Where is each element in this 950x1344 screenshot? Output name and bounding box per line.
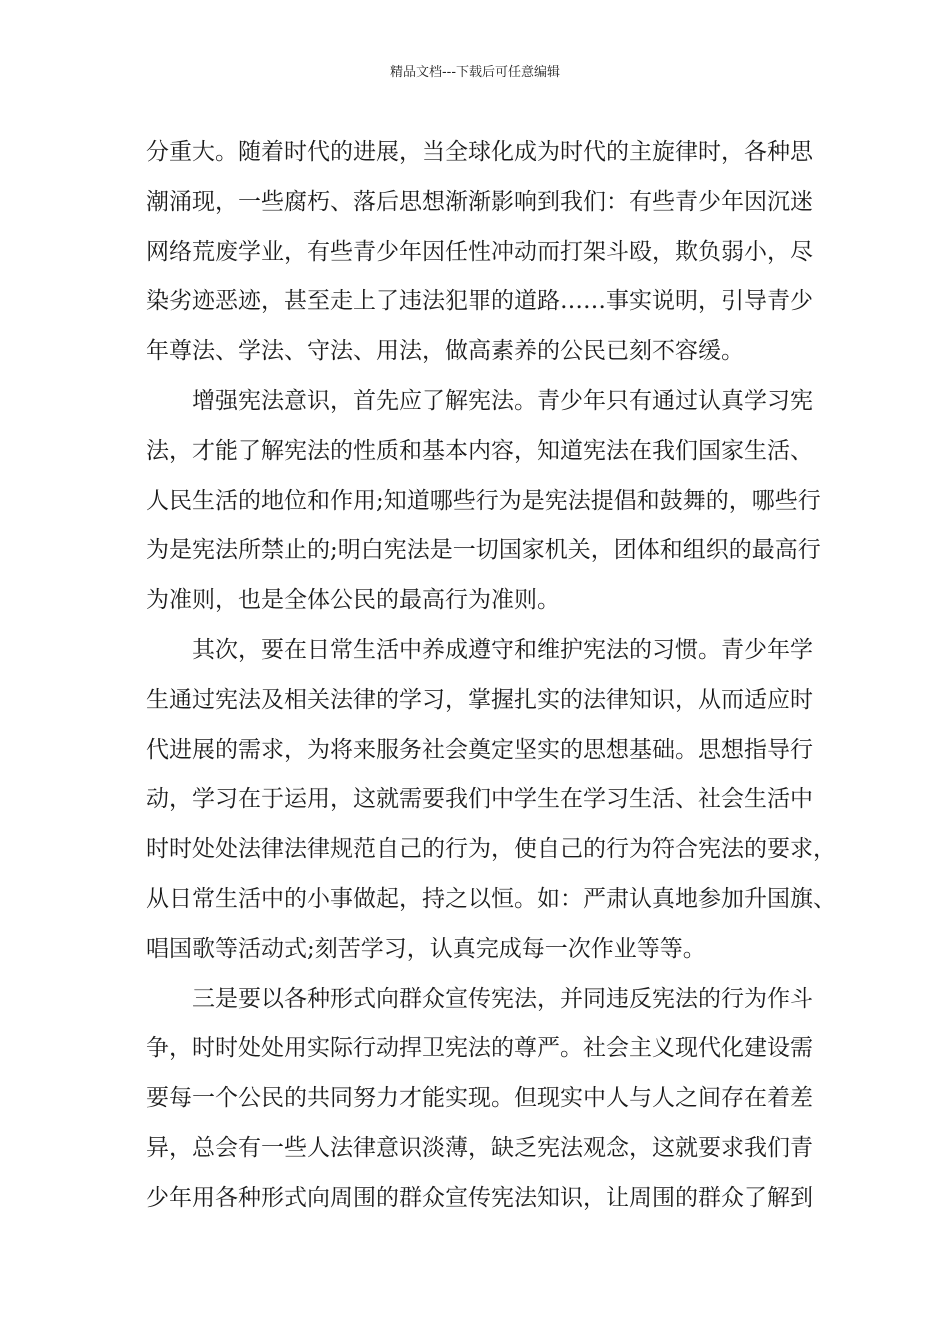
text-line: 为是宪法所禁止的;明白宪法是一切国家机关，团体和组织的最高行 [146, 537, 821, 564]
text-line: 动，学习在于运用，这就需要我们中学生在学习生活、社会生活中 [146, 786, 813, 813]
paragraph-3 [146, 626, 836, 975]
text-line: 分重大。随着时代的进展，当全球化成为时代的主旋律时，各种思 [146, 139, 813, 165]
text-line: 争，时时处处用实际行动捍卫宪法的尊严。社会主义现代化建设需 [146, 1035, 813, 1062]
text-line: 潮涌现，一些腐朽、落后思想渐渐影响到我们：有些青少年因沉迷 [146, 188, 813, 215]
text-line: 异，总会有一些人法律意识淡薄，缺乏宪法观念，这就要求我们青 [146, 1134, 813, 1161]
paragraph-1 [146, 128, 818, 377]
document-body [146, 128, 836, 1224]
text-line: 其次，要在日常生活中养成遵守和维护宪法的习惯。青少年学 [192, 636, 813, 663]
text-line: 染劣迹恶迹，甚至走上了违法犯罪的道路……事实说明，引导青少 [146, 288, 813, 315]
text-line: 唱国歌等活动式;刻苦学习，认真完成每一次作业等等。 [146, 935, 706, 962]
text-line: 从日常生活中的小事做起，持之以恒。如：严肃认真地参加升国旗、 [146, 885, 836, 912]
text-line: 人民生活的地位和作用;知道哪些行为是宪法提倡和鼓舞的，哪些行 [146, 487, 821, 514]
text-line: 时时处处法律法律规范自己的行为，使自己的行为符合宪法的要求， [146, 836, 836, 863]
text-line: 法，才能了解宪法的性质和基本内容，知道宪法在我们国家生活、 [146, 437, 813, 464]
page-header: 精品文档---下载后可任意编辑 [389, 65, 561, 80]
paragraph-2 [146, 377, 821, 626]
text-line: 代进展的需求，为将来服务社会奠定坚实的思想基础。思想指导行 [146, 736, 813, 763]
text-line: 少年用各种形式向周围的群众宣传宪法知识，让周围的群众了解到 [146, 1184, 813, 1211]
text-line: 增强宪法意识，首先应了解宪法。青少年只有通过认真学习宪 [192, 387, 813, 414]
text-line: 生通过宪法及相关法律的学习，掌握扎实的法律知识，从而适应时 [146, 686, 813, 713]
paragraph-4 [146, 975, 818, 1224]
text-line: 要每一个公民的共同努力才能实现。但现实中人与人之间存在着差 [146, 1085, 813, 1112]
text-line: 年尊法、学法、守法、用法，做高素养的公民已刻不容缓。 [146, 338, 744, 365]
text-line: 网络荒废学业，有些青少年因任性冲动而打架斗殴，欺负弱小，尽 [146, 238, 813, 265]
text-line: 为准则，也是全体公民的最高行为准则。 [146, 587, 560, 614]
text-line: 三是要以各种形式向群众宣传宪法，并同违反宪法的行为作斗 [192, 985, 813, 1012]
